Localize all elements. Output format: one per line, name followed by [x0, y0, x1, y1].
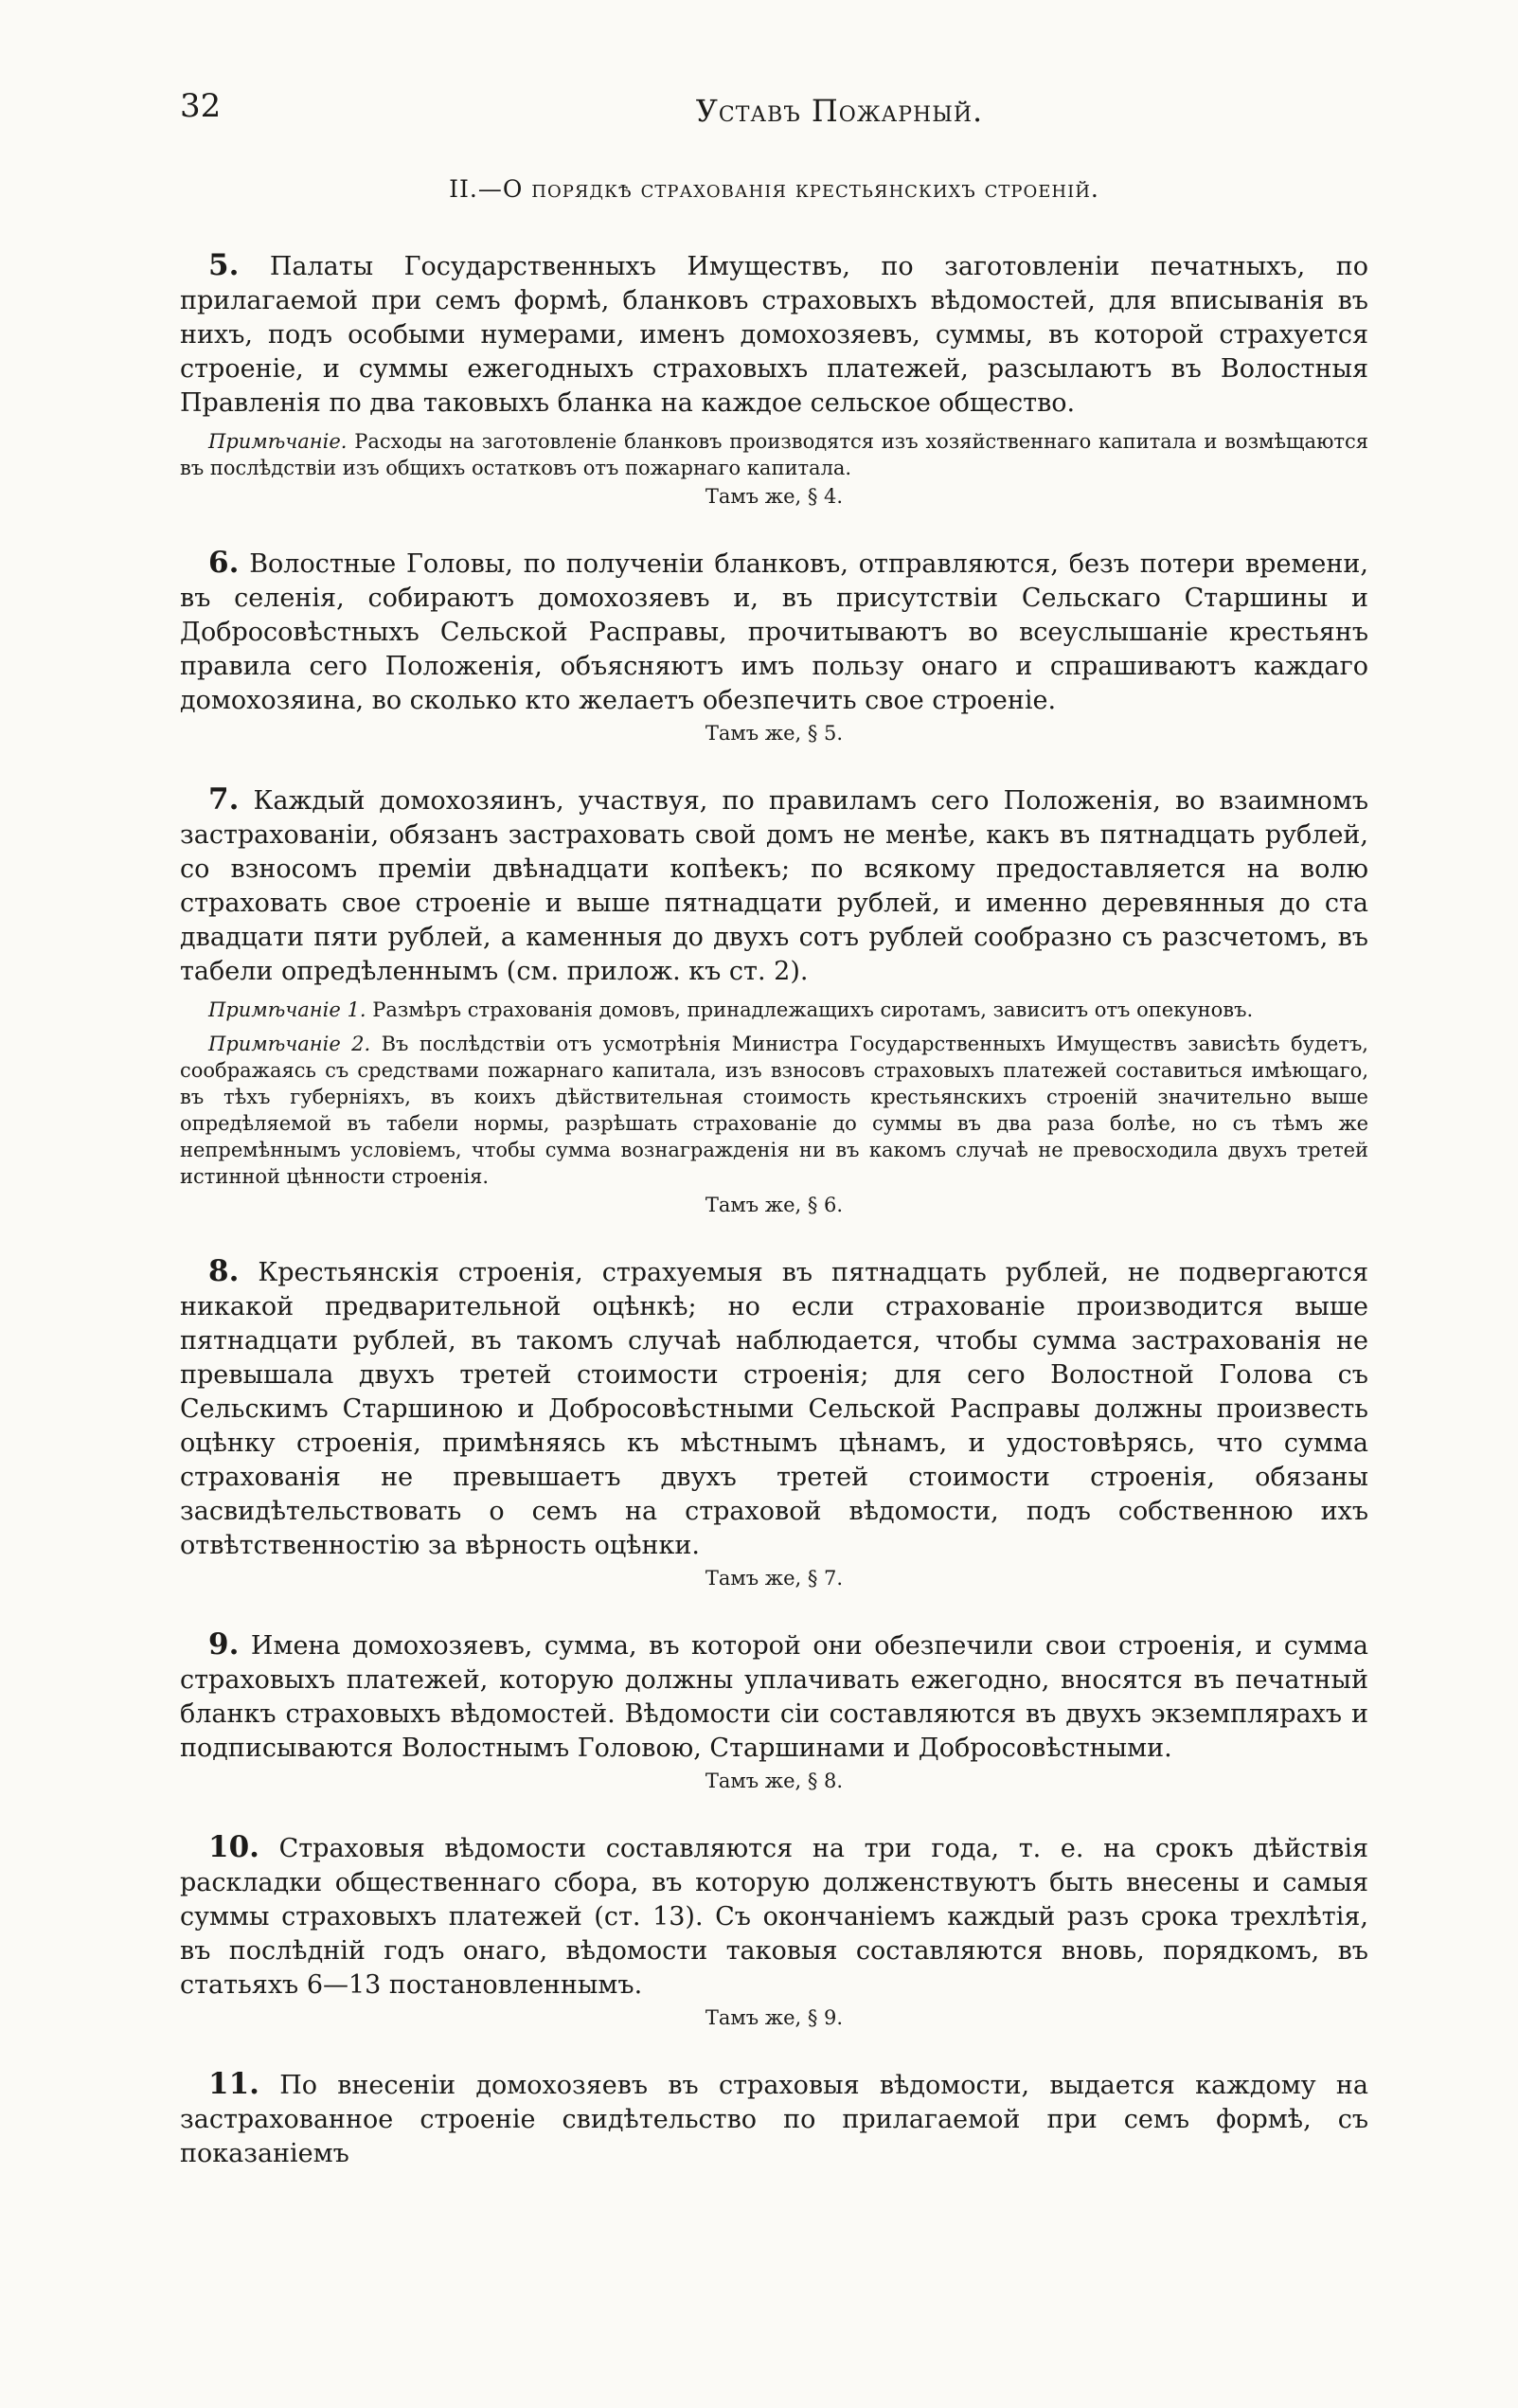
article-paragraph [180, 1254, 1368, 1563]
article-text: Каждый домохозяинъ, участвуя, по правиламъ сего Положенія, во взаимномъ застрахованіи, обязанъ застраховать свой домъ не менѣе, какъ въ пятнадцать рублей, со взносомъ преміи двѣнадцати копѣекъ; по всякому предоставляется на волю страховать свое строеніе и выше пятнадцати рублей, и именно деревянныя до ста двадцати пяти рублей, а каменныя до двухъ сотъ рублей сообразно съ разсчетомъ, въ табели опредѣленнымъ (см. прилож. къ ст. 2). [180, 786, 1368, 986]
article-block [180, 782, 1368, 1216]
article-paragraph [180, 546, 1368, 718]
article-paragraph [180, 248, 1368, 421]
article-block [180, 248, 1368, 508]
article-block [180, 1830, 1368, 2029]
article-number: 9. [208, 1627, 240, 1662]
article-number: 6. [208, 546, 240, 580]
note-label: Примѣчаніе 1. [208, 998, 366, 1021]
page-body [180, 175, 1368, 2171]
source-reference: Тамъ же, § 6. [705, 1194, 844, 1216]
note-text: Расходы на заготовленіе бланковъ производятся изъ хозяйственнаго капитала и возмѣщаются въ послѣдствіи изъ общихъ остатковъ отъ пожарнаго капитала. [180, 430, 1368, 479]
source-reference: Тамъ же, § 8. [705, 1770, 844, 1792]
source-reference: Тамъ же, § 9. [705, 2006, 844, 2029]
article-text: По внесеніи домохозяевъ въ страховыя вѣдомости, выдается каждому на застрахованное строеніе свидѣтельство по прилагаемой при семъ формѣ, съ показаніемъ [180, 2071, 1368, 2168]
article-number: 10. [208, 1830, 259, 1864]
article-number: 8. [208, 1254, 240, 1288]
article-text: Страховыя вѣдомости составляются на три года, т. е. на срокъ дѣйствія раскладки общественнаго сбора, въ которую долженствуютъ быть внесены и самыя суммы страховыхъ платежей (ст. 13). Съ окончаніемъ каждый разъ срока трехлѣтія, въ послѣдній годъ онаго, вѣдомости таковыя составляются вновь, порядкомъ, въ статьяхъ 6—13 постановленнымъ. [180, 1834, 1368, 2000]
source-reference: Тамъ же, § 7. [705, 1567, 844, 1590]
note-text: Размѣръ страхованія домовъ, принадлежащихъ сиротамъ, зависитъ отъ опекуновъ. [372, 998, 1254, 1021]
note-label: Примѣчаніе 2. [208, 1033, 371, 1055]
source-reference: Тамъ же, § 5. [705, 722, 844, 745]
article-note [180, 1031, 1368, 1190]
article-text: Волостные Головы, по полученіи бланковъ, отправляются, безъ потери времени, въ селенія, собираютъ домохозяевъ и, въ присутствіи Сельскаго Старшины и Добросовѣстныхъ Сельской Расправы, прочитываютъ во всеуслышаніе крестьянъ правила сего Положенія, объясняютъ имъ пользу онаго и спрашиваютъ каждаго домохозяина, во сколько кто желаетъ обезпечить свое строеніе. [180, 549, 1368, 715]
articles-list [180, 248, 1368, 2029]
article-11 [180, 2067, 1368, 2171]
article-note [180, 428, 1368, 481]
article-text: Имена домохозяевъ, сумма, въ которой они обезпечили свои строенія, и сумма страховыхъ платежей, которую должны уплачивать ежегодно, вносятся въ печатный бланкъ страховыхъ вѣдомостей. Вѣдомости сіи составляются въ двухъ экземплярахъ и подписываются Волостнымъ Головою, Старшинами и Добросовѣстными. [180, 1631, 1368, 1763]
article-note [180, 997, 1368, 1023]
article-number: 11. [208, 2067, 259, 2101]
article-text: Крестьянскія строенія, страхуемыя въ пятнадцать рублей, не подвергаются никакой предварительной оцѣнкѣ; но если страхованіе производится выше пятнадцати рублей, въ такомъ случаѣ наблюдается, чтобы сумма застрахованія не превышала двухъ третей стоимости строенія; для сего Волостной Голова съ Сельскимъ Старшиною и Добросовѣстными Сельской Расправы должны произвесть оцѣнку строенія, примѣняясь къ мѣстнымъ цѣнамъ, и удостовѣрясь, что сумма страхованія не превышаетъ двухъ третей стоимости строенія, обязаны засвидѣтельствовать о семъ на страховой вѣдомости, подъ собственною ихъ отвѣтственностію за вѣрность оцѣнки. [180, 1258, 1368, 1560]
article-text: Палаты Государственныхъ Имуществъ, по заготовленіи печатныхъ, по прилагаемой при семъ формѣ, бланковъ страховыхъ вѣдомостей, для вписыванія въ нихъ, подъ особыми нумерами, именъ домохозяевъ, суммы, въ которой страхуется строеніе, и суммы ежегодныхъ страховыхъ платежей, разсылаютъ въ Волостныя Правленія по два таковыхъ бланка на каждое сельское общество. [180, 252, 1368, 418]
article-number: 5. [208, 248, 240, 282]
article-paragraph [180, 782, 1368, 989]
running-title: Уставъ Пожарный. [695, 93, 984, 129]
page-number: 32 [180, 87, 222, 125]
source-reference: Тамъ же, § 4. [705, 485, 844, 508]
note-text: Въ послѣдствіи отъ усмотрѣнія Министра Государственныхъ Имуществъ зависѣть будетъ, соображаясь съ средствами пожарнаго капитала, изъ взносовъ страховыхъ платежей составиться имѣющаго, въ тѣхъ губерніяхъ, въ коихъ дѣйствительная стоимость крестьянскихъ строеній значительно выше опредѣляемой въ табели нормы, разрѣшать страхованіе до суммы въ два раза болѣе, но съ тѣмъ же непремѣннымъ условіемъ, чтобы сумма вознагражденія ни въ какомъ случаѣ не превосходила двухъ третей истинной цѣнности строенія. [180, 1033, 1368, 1188]
section-title: II.—О порядкѣ страхованія крестьянскихъ строеній. [449, 175, 1099, 203]
article-block [180, 1254, 1368, 1590]
article-block [180, 1627, 1368, 1792]
article-paragraph [180, 1627, 1368, 1766]
article-paragraph [180, 1830, 1368, 2003]
article-block [180, 546, 1368, 745]
article-number: 7. [208, 782, 240, 817]
note-label: Примѣчаніе. [208, 430, 348, 453]
